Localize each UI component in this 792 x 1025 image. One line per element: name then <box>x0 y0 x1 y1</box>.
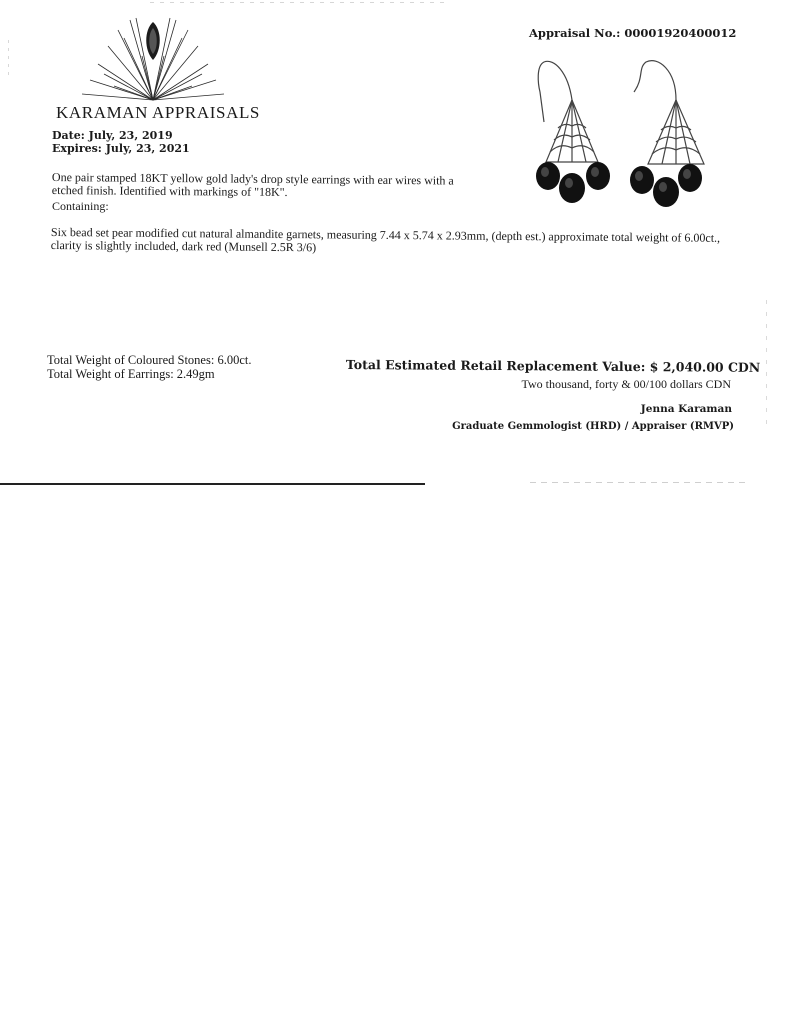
page-divider-faint <box>530 482 750 483</box>
appraisal-expiry-date: Expires: July, 23, 2021 <box>52 142 190 155</box>
gemstone-sunburst-logo-icon <box>78 16 228 104</box>
earrings-weight: Total Weight of Earrings: 2.49gm <box>47 367 215 381</box>
weight-totals <box>47 353 251 381</box>
page-divider <box>0 483 425 485</box>
stone-description: Six bead set pear modified cut natural almandite garnets, measuring 7.44 x 5.74 x 2.93mm, (depth est.) approximate total weight of 6.00ct., clarity is slightly included, dark red (Munsell 2.5R 3/6) <box>50 225 721 254</box>
appraisal-date: Date: July, 23, 2019 <box>52 129 173 142</box>
appraiser-name: Jenna Karaman <box>640 403 732 415</box>
item-description: One pair stamped 18KT yellow gold lady's drop style earrings with ear wires with a etched finish. Identified with markings of "18K". <box>51 170 454 199</box>
appraiser-title: Graduate Gemmologist (HRD) / Appraiser (RMVP) <box>452 421 734 432</box>
containing-label: Containing: <box>52 199 109 213</box>
coloured-stones-weight: Total Weight of Coloured Stones: 6.00ct. <box>47 353 252 367</box>
scan-artifact-top <box>150 2 450 3</box>
garnet-drop-earrings-photo-icon <box>528 52 728 212</box>
replacement-value-words: Two thousand, forty & 00/100 dollars CDN <box>521 377 731 391</box>
scan-artifact-left <box>8 40 9 80</box>
appraisal-number: Appraisal No.: 00001920400012 <box>529 26 737 40</box>
replacement-value: Total Estimated Retail Replacement Value: $ 2,040.00 CDN <box>345 357 761 375</box>
scan-artifact-right <box>766 300 767 430</box>
company-name: KARAMAN APPRAISALS <box>56 103 260 122</box>
